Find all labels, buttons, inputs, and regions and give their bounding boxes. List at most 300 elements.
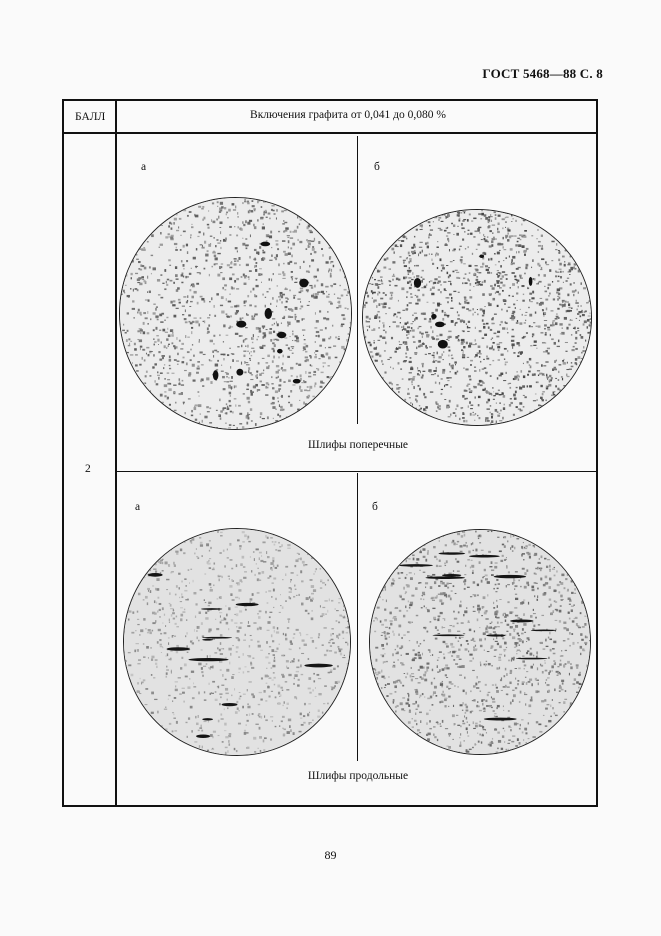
micrograph-speck	[183, 296, 186, 297]
micrograph-speck	[510, 702, 512, 705]
micrograph-speck	[559, 620, 561, 622]
micrograph-speck	[349, 426, 351, 429]
micrograph-speck	[557, 220, 560, 221]
micrograph-speck	[581, 310, 583, 311]
micrograph-speck	[490, 285, 493, 286]
micrograph-speck	[589, 413, 591, 414]
micrograph-speck	[392, 221, 395, 223]
micrograph-speck	[400, 405, 403, 408]
micrograph-speck	[557, 288, 560, 291]
micrograph-speck	[308, 395, 310, 397]
micrograph-speck	[586, 424, 589, 425]
micrograph-speck	[178, 299, 181, 301]
micrograph-speck	[235, 607, 238, 608]
micrograph-speck	[312, 414, 315, 416]
micrograph-speck	[317, 268, 319, 271]
micrograph-speck	[214, 562, 216, 564]
micrograph-speck	[522, 601, 525, 604]
micrograph-speck	[401, 419, 403, 422]
micrograph-speck	[538, 241, 541, 243]
micrograph-speck	[129, 391, 132, 393]
micrograph-speck	[468, 246, 469, 248]
micrograph-speck	[455, 558, 457, 560]
micrograph-speck	[311, 224, 312, 226]
micrograph-speck	[389, 736, 392, 739]
micrograph-speck	[250, 556, 251, 557]
micrograph-speck	[541, 753, 544, 754]
micrograph-speck	[252, 342, 253, 343]
micrograph-speck	[170, 411, 172, 412]
micrograph-speck	[149, 291, 151, 293]
micrograph-speck	[301, 213, 304, 215]
micrograph-speck	[442, 371, 445, 373]
micrograph-speck	[136, 551, 138, 553]
micrograph-speck	[451, 300, 452, 302]
micrograph-speck	[278, 401, 279, 403]
micrograph-speck	[509, 404, 511, 407]
micrograph-speck	[288, 246, 289, 248]
micrograph-speck	[373, 211, 374, 212]
micrograph-speck	[285, 600, 286, 602]
micrograph-speck	[512, 690, 514, 691]
micrograph-speck	[567, 222, 569, 223]
micrograph-speck	[194, 629, 195, 632]
micrograph-speck	[438, 405, 441, 407]
micrograph-speck	[470, 390, 472, 392]
micrograph-speck	[563, 271, 564, 273]
micrograph-speck	[348, 252, 350, 254]
micrograph-speck	[229, 392, 231, 395]
micrograph-speck	[407, 281, 409, 283]
micrograph-speck	[291, 271, 293, 273]
micrograph-speck	[580, 268, 582, 270]
micrograph-speck	[226, 298, 227, 301]
micrograph-speck	[564, 261, 565, 262]
micrograph-speck	[440, 726, 442, 727]
micrograph-speck	[365, 253, 368, 255]
micrograph-speck	[329, 301, 331, 303]
micrograph-speck	[478, 227, 481, 228]
micrograph-speck	[335, 609, 336, 610]
micrograph-speck	[440, 291, 442, 293]
micrograph-speck	[208, 602, 211, 604]
micrograph-speck	[560, 732, 563, 734]
micrograph-speck	[291, 416, 294, 418]
micrograph-speck	[538, 245, 541, 247]
micrograph-speck	[343, 743, 344, 746]
micrograph-speck	[516, 268, 519, 270]
micrograph-speck	[196, 266, 197, 268]
micrograph-speck	[197, 302, 199, 305]
micrograph-speck	[239, 598, 240, 600]
micrograph-speck	[320, 747, 322, 750]
micrograph-speck	[127, 244, 130, 246]
micrograph-speck	[260, 650, 263, 651]
micrograph-speck	[341, 295, 344, 297]
micrograph-speck	[231, 353, 234, 354]
micrograph-speck	[314, 423, 315, 425]
micrograph-speck	[156, 543, 158, 544]
micrograph-speck	[349, 376, 351, 377]
micrograph-speck	[209, 558, 211, 559]
micrograph-speck	[526, 682, 528, 685]
micrograph-speck	[491, 413, 493, 415]
micrograph-speck	[370, 351, 373, 353]
micrograph-speck	[373, 267, 376, 269]
micrograph-speck	[542, 745, 544, 747]
micrograph-speck	[451, 297, 452, 299]
micrograph-speck	[305, 418, 306, 420]
micrograph-speck	[526, 420, 527, 421]
table-header-divider	[64, 132, 596, 134]
micrograph-speck	[343, 610, 344, 611]
micrograph-speck	[190, 237, 191, 239]
micrograph-speck	[305, 403, 307, 406]
micrograph-speck	[229, 578, 230, 580]
micrograph-speck	[481, 615, 483, 616]
micrograph-speck	[555, 378, 557, 379]
micrograph-speck	[404, 412, 405, 413]
micrograph-speck	[488, 241, 489, 243]
micrograph-speck	[365, 302, 367, 304]
micrograph-speck	[387, 403, 389, 405]
micrograph-speck	[480, 690, 482, 692]
micrograph-speck	[411, 381, 412, 384]
micrograph-speck	[141, 276, 144, 278]
micrograph-speck	[268, 678, 271, 679]
micrograph-speck	[265, 700, 267, 701]
micrograph-speck	[272, 665, 275, 667]
micrograph-speck	[415, 354, 417, 355]
micrograph-speck	[525, 267, 527, 270]
micrograph-speck	[588, 284, 590, 285]
micrograph-speck	[399, 731, 401, 733]
micrograph-speck	[338, 301, 340, 304]
micrograph-speck	[556, 316, 559, 318]
micrograph-speck	[132, 362, 133, 364]
micrograph-speck	[121, 392, 123, 395]
micrograph-speck	[183, 754, 185, 755]
micrograph-speck	[511, 340, 514, 342]
micrograph-speck	[421, 539, 423, 541]
micrograph-speck	[180, 607, 183, 608]
micrograph-speck	[176, 212, 177, 215]
micrograph-speck	[429, 253, 430, 254]
micrograph-speck	[171, 342, 173, 344]
micrograph-speck	[277, 426, 279, 428]
micrograph-speck	[323, 366, 324, 368]
micrograph-speck	[560, 271, 561, 273]
micrograph-speck	[314, 352, 315, 353]
micrograph-speck	[327, 413, 330, 415]
micrograph-speck	[158, 351, 160, 353]
micrograph-speck	[350, 207, 351, 209]
micrograph-speck	[341, 255, 343, 256]
micrograph-speck	[542, 373, 545, 375]
micrograph-speck	[482, 282, 484, 283]
micrograph-speck	[250, 662, 251, 664]
micrograph-speck	[479, 281, 481, 282]
micrograph-speck	[236, 583, 239, 584]
micrograph-speck	[451, 358, 453, 359]
micrograph-speck	[250, 639, 252, 640]
micrograph-speck	[429, 370, 431, 372]
micrograph-speck	[344, 655, 345, 656]
micrograph-speck	[176, 651, 178, 653]
micrograph-speck	[427, 552, 429, 554]
micrograph-speck	[259, 727, 261, 730]
micrograph-speck	[157, 711, 158, 714]
micrograph-speck	[216, 427, 218, 428]
micrograph-speck	[345, 403, 347, 405]
micrograph-speck	[325, 347, 326, 348]
micrograph-speck	[586, 302, 588, 304]
micrograph-speck	[242, 221, 243, 224]
micrograph-speck	[512, 262, 515, 264]
micrograph-speck	[125, 580, 126, 582]
micrograph-speck	[542, 226, 545, 228]
micrograph-speck	[146, 347, 149, 349]
micrograph-speck	[274, 541, 276, 542]
micrograph-speck	[413, 244, 415, 247]
micrograph-speck	[467, 622, 469, 623]
micrograph-speck	[315, 571, 316, 573]
micrograph-speck	[565, 578, 567, 580]
micrograph-speck	[575, 703, 577, 705]
micrograph-speck	[220, 417, 222, 419]
micrograph-speck	[573, 346, 575, 348]
micrograph-speck	[558, 317, 560, 319]
micrograph-speck	[155, 620, 156, 623]
micrograph-speck	[167, 379, 170, 380]
micrograph-speck	[535, 312, 536, 314]
micrograph-speck	[393, 617, 394, 619]
micrograph-speck	[430, 420, 433, 422]
micrograph-speck	[413, 409, 415, 410]
micrograph-speck	[529, 358, 531, 361]
micrograph-speck	[385, 219, 387, 220]
micrograph-speck	[461, 227, 464, 228]
micrograph-speck	[541, 364, 543, 366]
micrograph-speck	[206, 377, 209, 380]
micrograph-speck	[129, 565, 131, 567]
micrograph-speck	[191, 224, 192, 225]
micrograph-speck	[157, 610, 158, 612]
micrograph-speck	[332, 707, 334, 708]
micrograph-speck	[207, 750, 209, 751]
micrograph-speck	[345, 595, 347, 597]
micrograph-speck	[196, 548, 197, 549]
micrograph-speck	[134, 254, 135, 256]
micrograph-speck	[480, 645, 483, 647]
micrograph-speck	[445, 297, 448, 298]
micrograph-speck	[384, 409, 386, 411]
micrograph-speck	[131, 550, 134, 552]
micrograph-speck	[389, 326, 390, 327]
micrograph-speck	[317, 553, 320, 556]
micrograph-speck	[215, 691, 217, 693]
micrograph-speck	[518, 244, 521, 247]
micrograph-speck	[184, 590, 187, 592]
micrograph-speck	[292, 348, 294, 349]
micrograph-speck	[429, 318, 431, 320]
micrograph-speck	[567, 424, 568, 425]
micrograph-speck	[376, 254, 377, 255]
micrograph-speck	[512, 218, 514, 219]
micrograph-speck	[197, 366, 199, 367]
micrograph-speck	[338, 722, 341, 724]
micrograph-speck	[277, 565, 279, 567]
micrograph-speck	[289, 350, 292, 351]
micrograph-speck	[468, 233, 470, 234]
micrograph-speck	[321, 291, 324, 293]
micrograph-speck	[506, 694, 508, 695]
micrograph-speck	[584, 225, 586, 227]
micrograph-speck	[491, 244, 493, 247]
micrograph-speck	[396, 226, 398, 227]
micrograph-speck	[308, 538, 309, 540]
micrograph-speck	[315, 312, 316, 315]
micrograph-speck	[396, 348, 399, 350]
micrograph-speck	[159, 416, 162, 418]
micrograph-speck	[228, 377, 229, 378]
micrograph-speck	[463, 614, 465, 616]
micrograph-speck	[535, 424, 536, 425]
micrograph-speck	[528, 307, 530, 308]
micrograph-speck	[569, 245, 571, 247]
micrograph-speck	[212, 221, 215, 224]
micrograph-speck	[293, 634, 295, 635]
micrograph-speck	[512, 550, 514, 551]
micrograph-speck	[297, 409, 300, 411]
micrograph-speck	[208, 667, 210, 668]
micrograph-speck	[152, 366, 154, 368]
micrograph-speck	[296, 278, 297, 279]
micrograph-speck	[347, 393, 350, 395]
micrograph-speck	[529, 412, 532, 413]
micrograph-speck	[151, 273, 152, 274]
micrograph-speck	[494, 395, 496, 396]
micrograph-speck	[581, 218, 583, 220]
micrograph-speck	[571, 402, 572, 405]
micrograph-speck	[169, 603, 171, 604]
micrograph-speck	[342, 631, 344, 634]
micrograph-speck	[424, 413, 427, 414]
micrograph-speck	[503, 246, 504, 248]
micrograph-speck	[537, 752, 540, 753]
micrograph-speck	[310, 637, 313, 638]
micrograph-speck	[216, 628, 219, 630]
micrograph-speck	[511, 659, 512, 661]
micrograph-speck	[585, 606, 586, 609]
micrograph-speck	[543, 422, 544, 424]
micrograph-speck	[385, 385, 387, 387]
micrograph-speck	[283, 728, 284, 729]
micrograph-speck	[189, 582, 190, 583]
micrograph-speck	[398, 391, 400, 393]
micrograph-speck	[141, 394, 144, 396]
micrograph-speck	[324, 654, 327, 656]
micrograph-speck	[419, 405, 420, 406]
micrograph-speck	[167, 408, 170, 409]
micrograph-speck	[420, 695, 422, 697]
micrograph-speck	[457, 318, 460, 320]
micrograph-speck	[246, 364, 249, 365]
micrograph-speck	[463, 350, 464, 351]
micrograph-speck	[339, 578, 340, 581]
micrograph-speck	[589, 640, 590, 641]
micrograph-speck	[137, 246, 140, 247]
micrograph-speck	[563, 359, 564, 360]
micrograph-speck	[125, 274, 127, 277]
top-caption: Шлифы поперечные	[307, 439, 409, 451]
micrograph-speck	[238, 257, 240, 260]
micrograph-speck	[488, 326, 490, 328]
micrograph-speck	[448, 331, 451, 333]
micrograph-speck	[142, 279, 144, 280]
micrograph-speck	[158, 421, 160, 422]
micrograph-speck	[579, 241, 581, 242]
micrograph-speck	[575, 331, 577, 334]
micrograph-speck	[304, 703, 306, 705]
micrograph-speck	[526, 264, 529, 267]
micrograph-speck	[244, 277, 246, 279]
micrograph-speck	[126, 719, 129, 721]
micrograph-speck	[459, 418, 461, 420]
micrograph-speck	[558, 224, 560, 227]
micrograph-speck	[517, 241, 519, 243]
micrograph-speck	[568, 235, 570, 237]
micrograph-speck	[329, 256, 331, 258]
micrograph-speck	[202, 420, 203, 423]
micrograph-speck	[542, 751, 545, 752]
micrograph-speck	[512, 346, 513, 349]
micrograph-speck	[128, 239, 130, 241]
micrograph-speck	[555, 318, 558, 320]
micrograph-speck	[347, 741, 350, 744]
micrograph-speck	[290, 390, 292, 393]
micrograph-speck	[469, 379, 471, 381]
micrograph-speck	[524, 254, 526, 256]
micrograph-speck	[279, 546, 281, 547]
micrograph-speck	[303, 564, 305, 566]
micrograph-speck	[141, 718, 143, 720]
micrograph-speck	[563, 622, 566, 624]
micrograph-speck	[138, 309, 140, 312]
micrograph-speck	[334, 652, 337, 654]
micrograph-speck	[330, 725, 332, 728]
micrograph-speck	[130, 572, 132, 573]
micrograph-speck	[516, 538, 519, 539]
micrograph-speck	[297, 738, 298, 740]
micrograph-speck	[477, 619, 479, 622]
micrograph-speck	[239, 698, 241, 700]
micrograph-speck	[165, 236, 168, 238]
micrograph-speck	[531, 326, 533, 327]
micrograph-speck	[437, 253, 439, 255]
micrograph-speck	[389, 576, 390, 579]
micrograph-speck	[134, 574, 135, 575]
micrograph-speck	[331, 628, 333, 629]
micrograph-speck	[520, 277, 523, 278]
micrograph-speck	[513, 394, 516, 397]
micrograph-speck	[555, 275, 557, 277]
micrograph-speck	[395, 401, 398, 403]
micrograph-speck	[587, 238, 589, 240]
micrograph-speck	[478, 404, 480, 406]
micrograph-speck	[469, 401, 471, 404]
micrograph-speck	[241, 345, 242, 347]
